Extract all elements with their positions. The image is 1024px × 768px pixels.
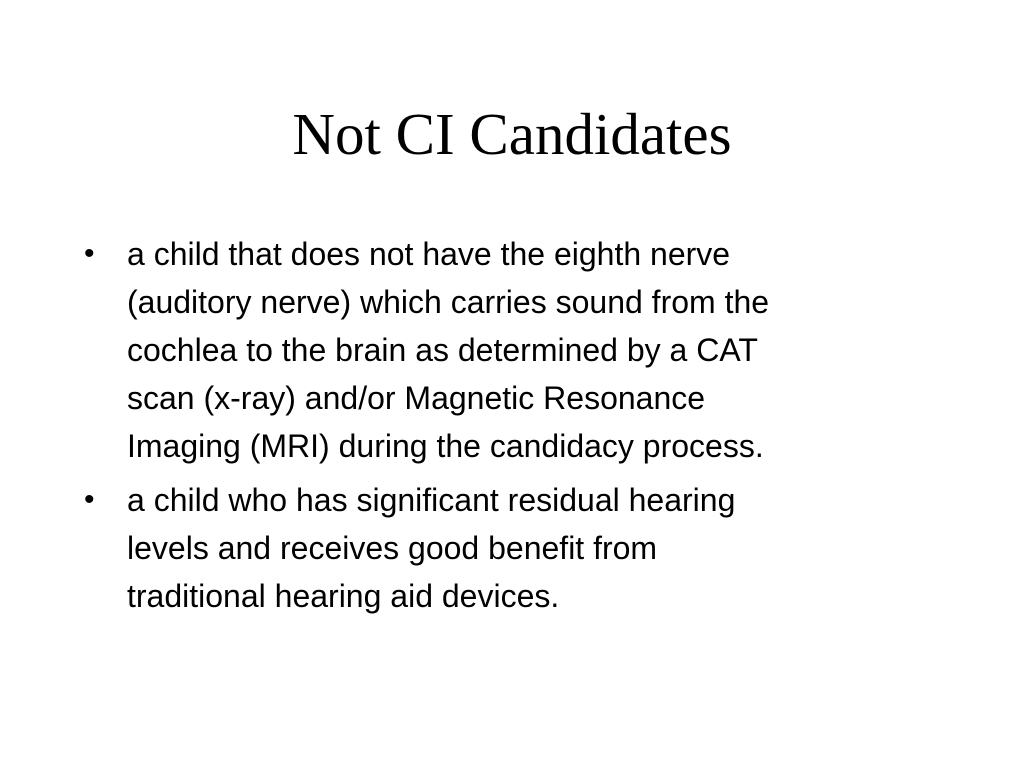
bullet-icon: • (84, 483, 95, 516)
bullet-list (84, 230, 944, 626)
bullet-1-line-3: cochlea to the brain as determined by a CAT (127, 332, 758, 368)
bullet-1-line-1: a child that does not have the eighth nerve (127, 236, 731, 272)
bullet-1-line-5: Imaging (MRI) during the candidacy process. (127, 428, 764, 464)
bullet-1-line-2: (auditory nerve) which carries sound from the (127, 284, 770, 320)
bullet-item-1 (84, 230, 944, 470)
bullet-1-line-4: scan (x-ray) and/or Magnetic Resonance (127, 380, 706, 416)
bullet-2-line-2: levels and receives good benefit from (127, 530, 658, 566)
bullet-item-2 (84, 476, 944, 620)
bullet-icon: • (84, 237, 95, 270)
slide-title: Not CI Candidates (292, 101, 732, 167)
bullet-2-line-3: traditional hearing aid devices. (127, 578, 560, 614)
bullet-2-line-1: a child who has significant residual hearing (127, 482, 736, 518)
